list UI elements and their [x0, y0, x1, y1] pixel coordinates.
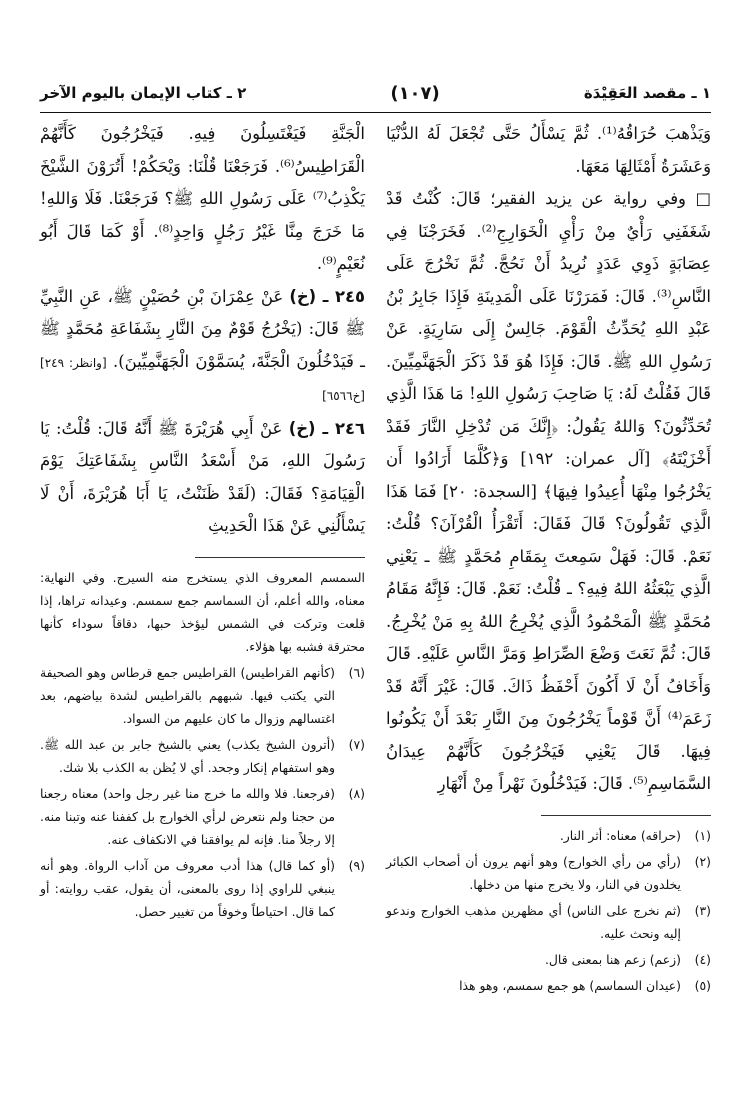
- page-header: [40, 78, 711, 108]
- right-footnotes: [386, 824, 711, 997]
- footnote-7: (٧) (أترون الشيخ يكذب) يعني بالشيخ جابر بن عبد الله ﷺ. وهو استفهام إنكار وجحد. أي لا يُظن به الكذب بلا شك.: [40, 736, 365, 775]
- footnote-8: (٨) (فرجعنا. فلا والله ما خرج منا غير رجل واحد) معناه رجعنا من حجنا ولم نتعرض لرأي الخوارج بل كففنا عنه وتبنا منه. إلا رجلاً منا. فإنه لم يوافقنا في الانكفاف عنه.: [40, 785, 365, 847]
- footnote-separator: [541, 815, 711, 816]
- page-number: (١٠٧): [390, 82, 440, 104]
- footnote-3: (٣) (ثم نخرج على الناس) أي مظهرين مذهب الخوارج وندعو إليه ونحث عليه.: [386, 902, 711, 941]
- header-left-title: ٢ ـ كتاب الإيمان باليوم الآخر: [40, 84, 247, 102]
- right-main-text: [386, 118, 711, 801]
- hadith-245-reference: [وانظر: ٢٤٩] [خ٦٥٦٦]: [40, 355, 365, 403]
- left-main-text: [40, 118, 365, 543]
- footnote-6: (٦) (كأنهم القراطيس) القراطيس جمع قرطاس وهو الصحيفة التي يكتب فيها. شبههم بالقراطيس لشدة بياضهم، بعد اغتسالهم وزوال ما كان عليهم من السواد.: [40, 664, 365, 726]
- left-paragraph-1: الْجَنَّةِ فَيَغْتَسِلُونَ فِيهِ. فَيَخْرُجُونَ كَأَنَّهُمْ الْقَرَاطِيسُ⁽⁶⁾. فَرَجَعْنَا قُلْنَا: وَيْحَكُمْ! أَتُرَوْنَ الشَّيْخَ يَكْذِبُ⁽⁷⁾ عَلَى رَسُولِ اللهِ ﷺ؟ فَرَجَعْنَا. فَلَا وَاللهِ! مَا خَرَجَ مِنَّا غَيْرُ رَجُلٍ وَاحِدٍ⁽⁸⁾. أَوْ كَمَا قَالَ أَبُو نُعَيْمٍ⁽⁹⁾.: [40, 124, 365, 273]
- hadith-246-text: عَنْ أَبِي هُرَيْرَةَ ﷺ أَنَّهُ قَالَ: قُلْتُ: يَا رَسُولَ اللهِ، مَنْ أَسْعَدُ النَّاسِ بِشَفَاعَتِكَ يَوْمَ الْقِيَامَةِ؟ فَقَالَ: (لَقَدْ ظَنَنْتُ، يَا أَبَا هُرَيْرَةَ، أَنْ لَا يَسْأَلُنِي عَنْ هَذَا الْحَدِيثِ: [40, 418, 365, 535]
- right-column: [386, 118, 711, 1000]
- footnote-5-continued: السمسم المعروف الذي يستخرج منه السيرج. وفي النهاية: معناه، والله أعلم، أن السماسم جمع سمسم. وعيدانه تراها، إذا قلعت وتركت في الشمس ليؤخذ حبها، دقاقاً سوداء كأنها محترقة فشبه بها هؤلاء.: [40, 569, 365, 654]
- hadith-246-number: ٢٤٦ ـ (خ): [288, 418, 365, 438]
- footnote-9: (٩) (أو كما قال) هذا أدب معروف من آداب الرواة. وهو أنه ينبغي للراوي إذا روى بالمعنى، أن يقول، عقب روايته: أو كما قال. احتياطاً وخوفاً من تغيير حصل.: [40, 857, 365, 919]
- header-right-title: ١ ـ مقصد العَقِيْدَة: [583, 84, 711, 102]
- footnote-5: (٥) (عيدان السماسم) هو جمع سمسم، وهو هذا: [459, 977, 711, 993]
- hadith-245-text: عَنْ عِمْرَانَ بْنِ حُصَيْنٍ ﷺ، عَنِ النَّبِيِّ ﷺ قَالَ: (يَخْرُجُ قَوْمٌ مِنَ النَّارِ بِشَفَاعَةِ مُحَمَّدٍ ﷺ ـ فَيَدْخُلُونَ الْجَنَّةَ، يُسَمَّوْنَ الْجَهَنَّمِيِّينَ).: [40, 286, 365, 371]
- footnote-4: (٤) (زعم) زعم هنا بمعنى قال.: [544, 951, 711, 967]
- footnote-separator: [195, 557, 365, 558]
- left-footnotes: [40, 566, 365, 923]
- right-paragraph-1: وَيَذْهبَ حُرَاقُهُ⁽¹⁾. ثُمَّ يَسْأَلُ حَتَّى تُجْعَلَ لَهُ الدُّنْيَا وَعَشَرَةُ أَمْثَالِهَا مَعَهَا.: [386, 124, 711, 176]
- header-rule: [40, 112, 711, 113]
- hadith-245: [40, 281, 365, 413]
- hadith-246: [40, 413, 365, 543]
- hadith-245-number: ٢٤٥ ـ (خ): [289, 286, 365, 306]
- footnote-2: (٢) (رأي من رأي الخوارج) وهو أنهم يرون أن أصحاب الكبائر يخلدون في النار، ولا يخرج منها من دخلها.: [386, 853, 711, 892]
- right-paragraph-2: □ وفي رواية عن يزيد الفقير؛ قَالَ: كُنْتُ قَدْ شَغَفَنِي رَأْيٌ مِنْ رَأْيِ الْخَوَارِجِ⁽²⁾. فَخَرَجْنَا فِي عِصَابَةٍ ذَوِي عَدَدٍ نُرِيدُ أَنْ نَحُجَّ. ثُمَّ نَخْرُجَ عَلَى النَّاسِ⁽³⁾. قَالَ: فَمَرَرْنَا عَلَى الْمَدِينَةِ فَإِذَا جَابِرُ بْنُ عَبْدِ اللهِ يُحَدِّثُ الْقَوْمَ. جَالِسٌ إِلَى سَارِيَةٍ. عَنْ رَسُولِ اللهِ ﷺ. قَالَ: فَإِذَا هُوَ قَدْ ذَكَرَ الْجَهَنَّمِيِّينَ. قَالَ فَقُلْتُ لَهُ: يَا صَاحِبَ رَسُولِ اللهِ! مَا هَذَا الَّذِي تُحَدِّثُونَ؟ وَاللهُ يَقُولُ: ﴿إِنَّكَ مَن تُدْخِلِ النَّارَ فَقَدْ أَخْزَيْتَهُ﴾ [آل عمران: ١٩٢] وَ﴿كُلَّمَا أَرَادُوا أَن يَخْرُجُوا مِنْهَا أُعِيدُوا فِيهَا﴾ [السجدة: ٢٠] فَمَا هَذَا الَّذِي تَقُولُونَ؟ قَالَ فَقَالَ: أَتَقْرَأُ الْقُرْآنَ؟ قُلْتُ: نَعَمْ. قَالَ: فَهَلْ سَمِعتَ بِمَقَامِ مُحَمَّدٍ ﷺ ـ يَعْنِي الَّذِي يَبْعَثُهُ اللهُ فِيهِ؟ ـ قُلْتُ: نَعَمْ. قَالَ: فَإِنَّهُ مَقَامُ مُحَمَّدٍ ﷺ الْمَحْمُودُ الَّذِي يُخْرِجُ اللهُ بِهِ مَنْ يُخْرِجُ. قَالَ: ثُمَّ نَعَتَ وَضْعَ الصِّرَاطِ وَمَرَّ النَّاسِ عَلَيْهِ. قَالَ وَأَخَافُ أَنْ لَا أَكُونَ أَحْفَظُ ذَاكَ. قَالَ: غَيْرَ أَنَّهُ قَدْ زَعَمَ⁽⁴⁾ أَنَّ قَوْماً يَخْرُجُونَ مِنَ النَّارِ بَعْدَ أَنْ يَكُونُوا فِيهَا. قَالَ يَعْنِي فَيَخْرُجُونَ كَأَنَّهُمْ عِيدَانُ السَّمَاسِمِ⁽⁵⁾. قَالَ: فَيَدْخُلُونَ نَهْراً مِنْ أَنْهَارِ: [386, 189, 712, 793]
- left-column: [40, 118, 365, 926]
- footnote-1: (١) (حراقه) معناه: أثر النار.: [559, 827, 711, 843]
